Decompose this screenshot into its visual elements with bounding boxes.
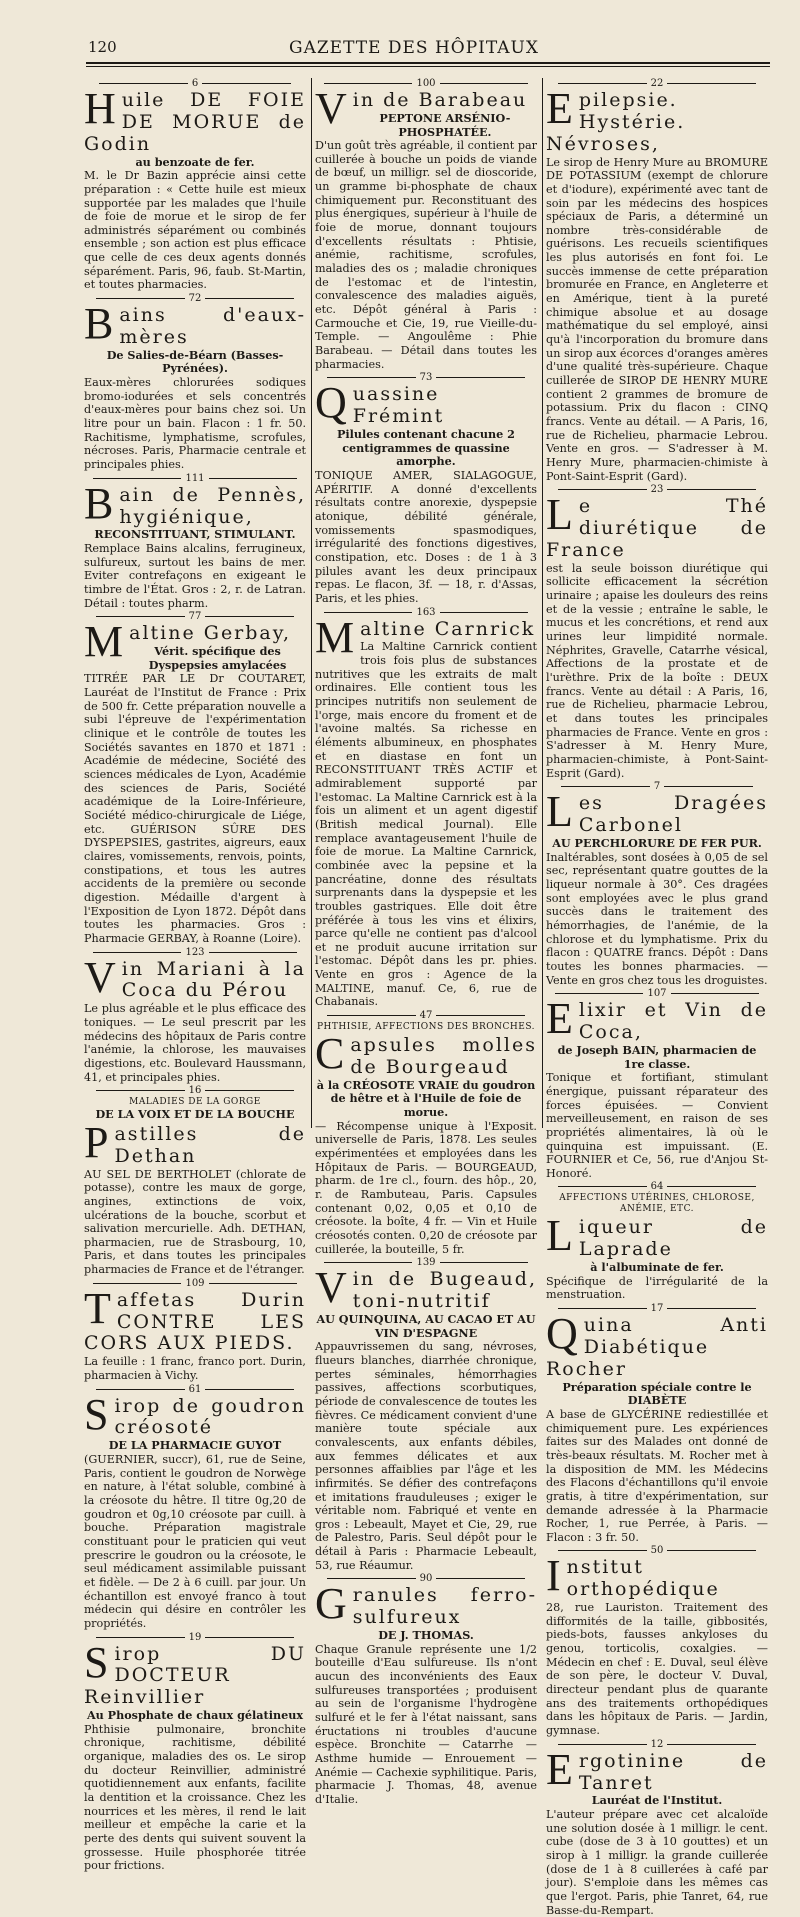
advertisement [315,1574,537,1806]
advert-title: ain de Pennès, hygiénique, [119,483,306,528]
advert-title: uile DE FOIE DE MORUE de Godin [84,89,306,155]
advert-number: 73 [315,373,537,383]
advert-heading [546,84,768,156]
advert-number: 50 [546,1546,768,1556]
column-divider [542,78,543,1128]
advert-title: iqueur de Laprade [578,1216,768,1261]
advert-subtitle: Préparation spéciale contre le DIABÈTE [562,1379,752,1408]
advert-body: Le plus agréable et le plus efficace des toniques. — Le seul prescrit par les médecins des hôpitaux de Paris contre l'anémie, la chlorose, les mauvaises digestions, etc. Boulevard Haussmann, 41, et principales phies. [84,1002,306,1084]
advert-heading [84,1117,306,1168]
advert-heading [315,1029,537,1079]
advertisement [546,485,768,780]
column-divider [311,78,312,1128]
advert-number: 163 [315,608,537,618]
advert-number: 7 [546,782,768,792]
advert-number: 107 [546,989,768,999]
advertisement [546,1211,768,1302]
drop-cap: Q [315,378,349,428]
advert-title: in Mariani à la Coca du Pérou [121,957,306,1002]
advert-title: pilepsie. Hystérie. Névroses, [546,89,686,155]
advertisement [84,948,306,1085]
advert-number: 109 [84,1279,306,1289]
advert-number: 139 [315,1258,537,1268]
advert-body: Inaltérables, sont dosées à 0,05 de sel sec, représentant quatre gouttes de la liqueur normale à 30°. Ces dragées sont employées avec le plus grand succès dans le traitement des hémorrhagies, de l'anémie, de la chlorose et du lymphatisme. Prix du flacon : QUATRE francs. Dépôt : Dans toutes les bonnes pharmacies. — Vente en gros chez tous les droguistes. [546,850,768,987]
advert-title: nstitut orthopédique [566,1556,720,1601]
advert-body: est la seule boisson diurétique qui sollicite efficacement la sécrétion urinaire ; apaise les douleurs des reins et de la vessie ; entraîne le sable, le mucus et les concrétions, et rend aux urines leur limpidité normale. Néphrites, Gravelle, Catarrhe vésical, Affections de la prostate et de l'urèthre. Prix de la boîte : DEUX francs. Vente au détail : A Paris, 16, rue de Richelieu, pharmacie Lebrou, et dans toutes les principales pharmacies de France. Vente en gros : S'adresser à M. Henry Mure, pharmacien-chimiste, à Pont-Saint-Esprit (Gard). [546,561,768,780]
drop-cap: G [315,1579,349,1629]
column-2 [315,78,537,1806]
advert-title: es Dragées Carbonel [578,792,768,837]
advertisement [315,1029,537,1256]
advert-title: altine Carnrick [360,617,536,640]
advert-subtitle: DE LA VOIX ET DE LA BOUCHE [95,1107,295,1122]
advertisement [84,1086,306,1122]
advert-title: in de Barabeau [352,89,528,111]
drop-cap: L [546,787,575,837]
advert-number: 16 [84,1086,306,1096]
advert-number: 19 [84,1633,306,1643]
advert-number: 22 [546,79,768,89]
advertisement [315,1011,537,1033]
column-1 [84,78,306,1873]
advert-body: La Maltine Carnrick contient trois fois plus de substances nutritives que les extraits de malt ordinaires. Elle contient tous les principes nutritifs non seulement de l'orge, mais encore du froment et de l'avoine maltés. Sa richesse en éléments albumineux, en phosphates et en diastase en font un RECONSTITUANT TRÈS ACTIF et admirablement supporté par l'estomac. La Maltine Carnrick est à la fois un aliment et un agent digestif (British medical Journal). Elle remplace avantageusement l'huile de foie de morue. La Maltine Carnrick, combinée avec la pepsine et la pancréatine, donne des résultats surprenants dans la dyspepsie et les troubles gastriques. Elle doit être préférée à tous les vins et élixirs, parce qu'elle ne contient pas d'alcool et ne produit aucune irritation sur l'estomac. Dépôt dans les pr. phies. Vente en gros : Agence de la MALTINE, manuf. Ce, 6, rue de Chabanais. [315,640,537,1009]
advert-body: TITRÉE PAR LE Dr COUTARET, Lauréat de l'Institut de France : Prix de 500 fr. Cette préparation nouvelle a subi l'épreuve de l'expérimentation clinique et le contrôle de toutes les Sociétés savantes en 1870 et 1871 : Académie de médecine, Société des sciences médicales de Lyon, Académie des sciences de Paris, Société académique de la Loire-Inférieure, Société médico-chirurgicale de Liége, etc. GUÉRISON SÛRE DES DYSPEPSIES, gastrites, aigreurs, eaux claires, vomissements, renvois, points, constipations, et tous les autres accidents de la première ou seconde digestion. Médaille d'argent à l'Exposition de Lyon 1872. Dépôt dans toutes les pharmacies. Gros : Pharmacie GERBAY, à Roanne (Loire). [84,672,306,945]
advert-subtitle: PEPTONE ARSÉNIO-PHOSPHATÉE. [379,110,511,139]
drop-cap: P [84,1117,111,1167]
advert-body: D'un goût très agréable, il contient par cuillerée à bouche un poids de viande de bœuf, un milligr. sel de dioscoride, un gramme bi-phosphate de chaux chimiquement pur. Reconstituant des plus énergiques, supérieur à l'huile de foie de morue, donnant toujours d'excellents résultats : Phtisie, anémie, rachitisme, scrofules, maladies des os ; maladie chroniques de l'estomac et de l'intestin, convalescence des maladies aiguës, etc. Dépôt général à Paris : Carmouche et Cie, 19, rue Vieille-du-Temple. — Angoulême : Phie Barabeau. — Détail dans toutes les pharmacies. [315,139,537,371]
advert-subtitle: à la CRÉOSOTE VRAIE du goudron de hêtre et à l'Huile de foie de morue. [316,1077,536,1120]
advert-heading [546,1193,768,1215]
advert-title: uina Anti Diabétique Rocher [546,1314,768,1380]
advert-title: altine Gerbay, [129,622,292,645]
advert-number: 23 [546,485,768,495]
drop-cap: V [315,1263,349,1313]
advert-subtitle: Pilules contenant chacune 2 centigrammes de quassine amorphe. [337,427,515,469]
drop-cap: E [546,1744,575,1794]
drop-cap: C [315,1029,347,1079]
advert-subtitle: RECONSTITUANT, STIMULANT. [94,527,296,542]
advert-body: AU SEL DE BERTHOLET (chlorate de potasse), contre les maux de gorge, angines, extinctions de voix, ulcérations de la bouche, scorbut et salivation mercurielle. Adh. DETHAN, pharmacien, rue de Strasbourg, 10, Paris, et dans toutes les principales pharmacies de France et de l'étranger. [84,1167,306,1277]
column-3 [546,78,768,1917]
advert-number: 64 [546,1182,768,1192]
drop-cap: S [84,1389,111,1439]
advert-subtitle: DE J. THOMAS. [378,1628,474,1643]
drop-cap: B [84,299,116,349]
advert-number: 111 [84,474,306,484]
advert-subtitle: à l'albuminate de fer. [590,1260,724,1275]
advertisement [315,1258,537,1572]
advert-number: 61 [84,1385,306,1395]
advert-body: M. le Dr Bazin apprécie ainsi cette préparation : « Cette huile est mieux supportée par les malades que l'huile de foie de morue et le sirop de fer administrés séparément ou combinés ensemble ; son action est plus efficace que celle de ces deux agents donnés séparément. Paris, 96, faub. St-Martin, et toutes pharmacies. [84,169,306,292]
drop-cap: L [546,1211,575,1261]
advert-number: 12 [546,1740,768,1750]
advertisement [546,782,768,987]
drop-cap: Q [546,1309,580,1359]
advert-title: astilles de Dethan [114,1122,306,1167]
advert-body: TONIQUE AMER, SIALAGOGUE, APÉRITIF. A donné d'excellents résultats contre anorexie, dyspepsie atonique, débilité générale, vomissements spasmodiques, irrégularité des fonctions digestives, constipation, etc. Doses : de 1 à 3 pilules avant les deux principaux repas. Le flacon, 3f. — 18, r. d'Assas, Paris, et les phies. [315,468,537,605]
advert-title: affetas Durin CONTRE LES CORS AUX PIEDS. [84,1288,306,1355]
advertisement [84,294,306,472]
drop-cap: B [84,478,116,528]
advert-number: 72 [84,294,306,304]
drop-cap: I [546,1551,563,1601]
advert-number: 6 [84,79,306,89]
drop-cap: M [84,617,126,667]
advert-title: irop de goudron créosoté [114,1394,306,1439]
advert-number: 123 [84,948,306,958]
drop-cap: V [315,84,349,133]
advert-subtitle: Au Phosphate de chaux gélatineux [86,1708,304,1723]
advertisement [84,612,306,945]
advert-subtitle: Lauréat de l'Institut. [591,1793,723,1808]
advert-title: ains d'eaux-mères [119,304,306,348]
advertisement [315,79,537,371]
advert-body: Tonique et fortifiant, stimulant énergique, puissant réparateur des forces épuisées. — Convient merveilleusement, en raison de ses propriétés alimentaires, là où le quinquina est impuissant. (E. FOURNIER et Ce, 56, rue d'Anjou St-Honoré. [546,1071,768,1180]
advert-title: irop DU DOCTEUR Reinvillier [84,1642,306,1709]
advertisement [84,474,306,611]
header-rule-thick [86,62,770,64]
advert-heading [315,1022,537,1033]
drop-cap: T [84,1283,113,1333]
advertisement [546,989,768,1180]
advert-number: 100 [315,79,537,89]
advert-title: uassine Frémint [352,383,445,428]
advert-subtitle: DE LA PHARMACIE GUYOT [108,1438,282,1453]
advertisement [84,1385,306,1631]
advert-subtitle: AU QUINQUINA, AU CACAO ET AU VIN D'ESPAGNE [316,1311,536,1340]
advert-subtitle: AU PERCHLORURE DE FER PUR. [552,836,762,850]
drop-cap: S [84,1637,111,1687]
advertisement [546,1304,768,1544]
drop-cap: L [546,490,575,540]
header-rule-thin [86,66,770,67]
advert-body: Le sirop de Henry Mure au BROMURE DE POTASSIUM (exempt de chlorure et d'iodure), expérimenté avec tant de soin par les médecins des hospices spéciaux de Paris, a déterminé un nombre très-considérable de guérisons. Les recueils scientifiques les plus autorisés en font foi. Le succès immense de cette préparation bromurée en France, en Angleterre et en Amérique, tient à la pureté chimique absolue et au dosage mathématique du sel employé, ainsi qu'à l'incorporation du bromure dans un sirop aux écorces d'oranges amères d'une qualité très-supérieure. Chaque cuillerée de SIROP DE HENRY MURE contient 2 grammes de bromure de potassium. Prix du flacon : CINQ francs. Vente au détail. — A Paris, 16, rue de Richelieu, pharmacie Lebrou. Vente en gros. — S'adresser à M. Henry Mure, pharmacien-chimiste à Pont-Saint-Esprit (Gard). [546,155,768,483]
advert-title: in de Bugeaud, toni-nutritif [352,1268,537,1313]
advert-heading [84,84,306,156]
drop-cap: H [84,84,118,133]
advert-body: Phthisie pulmonaire, bronchite chronique, rachitisme, débilité organique, maladies des os. Le sirop du docteur Reinvillier, administré quotidiennement aux enfants, facilite la dentition et la croissance. Chez les nourrices et les mères, il rend le lait meilleur et empêche la carie et la perte des dents qui suivent souvent la grossesse. Huile phosphorée titrée pour frictions. [84,1722,306,1873]
advert-number: 17 [546,1304,768,1314]
advert-number: 77 [84,612,306,622]
advert-subtitle: au benzoate de fer. [135,154,255,169]
advert-title: e Thé diurétique de France [546,495,768,561]
advert-title: rgotinine de Tanret [578,1749,768,1794]
journal-title: GAZETTE DES HÔPITAUX [288,38,539,58]
advertisement [546,1546,768,1737]
advert-title: AFFECTIONS UTÉRINES, CHLOROSE, ANÉMIE, ETC. [559,1193,755,1215]
advert-body: 28, rue Lauriston. Traitement des difformités de la taille, gibbosités, pieds-bots, fausses ankyloses du genou, torticolis, coxalgies. — Médecin en chef : E. Duval, seul élève de son père, le docteur V. Duval, directeur pendant plus de quarante ans des traitements orthopédiques dans les hôpitaux de Paris. — Jardin, gymnase. [546,1601,768,1738]
advertisement [546,79,768,483]
advertisement [546,1740,768,1917]
advert-body: Appauvrissemen du sang, névroses, flueurs blanches, diarrhée chronique, pertes séminales, hémorrhagies passives, affections scorbutiques, période de convalescence de toutes les fièvres. Ce médicament convient d'une manière toute spéciale aux convalescents, aux enfants débiles, aux femmes délicates et aux personnes affaiblies par l'âge et les infirmités. Se défier des contrefaçons et imitations frauduleuses ; exiger le véritable nom. Fabriqué et vente en gros : Lebeault, Mayet et Cie, 29, rue de Palestro, Paris. Seul dépôt pour le détail à Paris : Pharmacie Lebeault, 53, rue Réaumur. [315,1340,537,1572]
drop-cap: M [315,612,357,662]
drop-cap: E [546,84,575,133]
advert-title: PHTHISIE, AFFECTIONS DES BRONCHES. [316,1022,536,1033]
advertisement [84,1279,306,1383]
advert-columns [84,78,770,1917]
advert-heading [546,1211,768,1261]
advert-body: Chaque Granule représente une 1/2 bouteille d'Eau sulfureuse. Ils n'ont aucun des inconvénients des Eaux sulfureuses transportées ; produisent au sein de l'organisme l'hydrogène sulfuré et le fer à l'état naissant, sans éructations ni troubles d'aucune espèce. Bronchite — Catarrhe — Asthme humide — Enrouement — Anémie — Cachexie syphilitique. Paris, pharmacie J. Thomas, 48, avenue d'Italie. [315,1642,537,1806]
advert-body: L'auteur prépare avec cet alcaloïde une solution dosée à 1 milligr. le cent. cube (dose de 3 à 10 gouttes) et un sirop à 1 milligr. la grande cuillerée (dose de 1 à 8 cuillerées à café par jour). S'emploie dans les mêmes cas que l'ergot. Paris, phie Tanret, 64, rue Basse-du-Rempart. [546,1808,768,1917]
advert-number: 90 [315,1574,537,1584]
advertisement [315,373,537,605]
advert-subtitle: de Joseph BAIN, pharmacien de 1re classe. [557,1042,757,1071]
drop-cap: V [84,952,118,1002]
advertisement [546,1182,768,1215]
advertisement [84,1633,306,1873]
advert-title: ranules ferro-sulfureux [352,1584,537,1629]
advert-subtitle: De Salies-de-Béarn (Basses-Pyrénées). [106,347,284,376]
advert-title: MALADIES DE LA GORGE [129,1097,261,1108]
advertisement [84,79,306,292]
advert-body: La feuille : 1 franc, franco port. Durin, pharmacien à Vichy. [84,1355,306,1382]
advert-title: lixir et Vin de Coca, [578,999,768,1044]
advertisement [315,608,537,1010]
drop-cap: E [546,994,575,1044]
advert-body: Eaux-mères chlorurées sodiques bromo-iodurées et sels concentrés d'eaux-mères pour bains chez soi. Un litre pour un bain. Flacon : 1 fr. 50. Rachitisme, lymphatisme, scrofules, nécroses. Paris, Pharmacie centrale et principales phies. [84,376,306,472]
advert-number: 47 [315,1011,537,1021]
advertisement [84,1117,306,1277]
advert-body: Spécifique de l'irrégularité de la menstruation. [546,1274,768,1302]
advert-heading [546,787,768,837]
advert-body: (GUERNIER, succr), 61, rue de Seine, Paris, contient le goudron de Norwège en nature, à l'état soluble, combiné à la créosote du hêtre. Il titre 0g,20 de goudron et 0g,10 créosote par cuill. à bouche. Préparation magistrale constituant pour le praticien qui veut prescrire le goudron ou la créosote, le seul médicament assimilable puissant et fidèle. — De 2 à 6 cuill. par jour. Un échantillon est envoyé franco à tout médecin qui désire en contrôler les propriétés. [84,1452,306,1630]
page-number: 120 [88,38,117,56]
page-header [58,38,770,64]
advert-body: — Récompense unique à l'Exposit. universelle de Paris, 1878. Les seules expérimentées et employées dans les Hôpitaux de Paris. — BOURGEAUD, pharm. de 1re cl., fourn. des hôp., 20, r. de Rambuteau, Paris. Capsules contenant 0,02, 0,05 et 0,10 de créosote. la boîte, 4 fr. — Vin et Huile créosotés conten. 0,20 de créosote par cuillerée, la bouteille, 5 fr. [315,1119,537,1256]
advert-body: A base de GLYCÉRINE rediestillée et chimiquement pure. Les expériences faites sur des Malades ont donné de très-beaux résultats. M. Rocher met à la disposition de MM. les Médecins des Flacons d'échantillons qu'il envoie gratis, à titre d'expérimentation, sur demande adressée à la Pharmacie Rocher, 1, rue Perrée, à Paris. — Flacon : 3 fr. 50. [546,1407,768,1544]
advert-body: Remplace Bains alcalins, ferrugineux, sulfureux, surtout les bains de mer. Eviter contrefaçons en exigeant le timbre de l'État. Gros : 2, r. de Latran. Détail : toutes pharm. [84,542,306,610]
advert-subtitle: Vérit. spécifique des Dyspepsies amylacées [148,644,287,672]
advert-title: apsules molles de Bourgeaud [350,1034,537,1078]
